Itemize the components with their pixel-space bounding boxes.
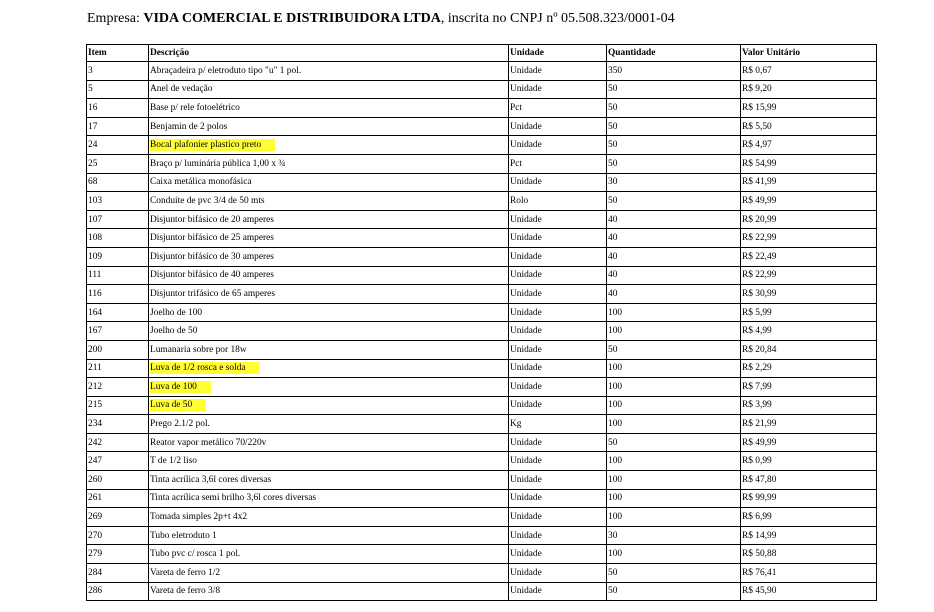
cell-valor: R$ 4,99 bbox=[741, 322, 877, 341]
cell-item: 109 bbox=[87, 247, 149, 266]
cell-valor: R$ 14,99 bbox=[741, 526, 877, 545]
cell-quantidade: 30 bbox=[607, 173, 741, 192]
cell-valor: R$ 22,49 bbox=[741, 247, 877, 266]
cell-unidade: Unidade bbox=[509, 303, 607, 322]
cell-descricao: Disjuntor bifásico de 40 amperes bbox=[149, 266, 509, 285]
cell-quantidade: 350 bbox=[607, 62, 741, 81]
cell-quantidade: 40 bbox=[607, 210, 741, 229]
cell-unidade: Unidade bbox=[509, 508, 607, 527]
cell-descricao: Tinta acrílica 3,6l cores diversas bbox=[149, 471, 509, 490]
table-row bbox=[87, 99, 877, 118]
cell-unidade: Unidade bbox=[509, 359, 607, 378]
cell-quantidade: 50 bbox=[607, 154, 741, 173]
table-row bbox=[87, 452, 877, 471]
cell-item: 108 bbox=[87, 229, 149, 248]
cell-quantidade: 100 bbox=[607, 378, 741, 397]
cell-valor: R$ 41,99 bbox=[741, 173, 877, 192]
header-cnpj: , inscrita no CNPJ nº 05.508.323/0001-04 bbox=[440, 11, 675, 26]
cell-valor: R$ 22,99 bbox=[741, 266, 877, 285]
table-row bbox=[87, 247, 877, 266]
cell-quantidade: 50 bbox=[607, 340, 741, 359]
cell-item: 234 bbox=[87, 415, 149, 434]
cell-quantidade: 50 bbox=[607, 582, 741, 601]
cell-descricao: Tomada simples 2p+t 4x2 bbox=[149, 508, 509, 527]
table-row bbox=[87, 526, 877, 545]
cell-item: 111 bbox=[87, 266, 149, 285]
cell-valor: R$ 49,99 bbox=[741, 192, 877, 211]
cell-descricao bbox=[149, 396, 509, 415]
cell-item: 167 bbox=[87, 322, 149, 341]
cell-unidade: Unidade bbox=[509, 489, 607, 508]
cell-descricao: Benjamin de 2 polos bbox=[149, 117, 509, 136]
cell-descricao: Tinta acrílica semi brilho 3,6l cores diversas bbox=[149, 489, 509, 508]
cell-unidade: Unidade bbox=[509, 62, 607, 81]
cell-valor: R$ 7,99 bbox=[741, 378, 877, 397]
cell-valor: R$ 22,99 bbox=[741, 229, 877, 248]
table-row bbox=[87, 545, 877, 564]
cell-quantidade: 50 bbox=[607, 117, 741, 136]
header-item: Item bbox=[87, 45, 149, 62]
table-row bbox=[87, 322, 877, 341]
table-row bbox=[87, 489, 877, 508]
table-row bbox=[87, 62, 877, 81]
cell-item: 25 bbox=[87, 154, 149, 173]
cell-unidade: Unidade bbox=[509, 564, 607, 583]
cell-quantidade: 40 bbox=[607, 229, 741, 248]
cell-quantidade: 100 bbox=[607, 359, 741, 378]
table-row bbox=[87, 173, 877, 192]
cell-item: 68 bbox=[87, 173, 149, 192]
header-quantidade: Quantidade bbox=[607, 45, 741, 62]
highlighted-description: Luva de 1/2 rosca e solda bbox=[150, 362, 260, 374]
cell-valor: R$ 9,20 bbox=[741, 80, 877, 99]
cell-item: 16 bbox=[87, 99, 149, 118]
cell-valor: R$ 54,99 bbox=[741, 154, 877, 173]
cell-quantidade: 40 bbox=[607, 266, 741, 285]
cell-unidade: Unidade bbox=[509, 582, 607, 601]
cell-unidade: Unidade bbox=[509, 378, 607, 397]
cell-item: 242 bbox=[87, 433, 149, 452]
cell-item: 247 bbox=[87, 452, 149, 471]
cell-unidade: Unidade bbox=[509, 526, 607, 545]
cell-descricao: Prego 2.1/2 pol. bbox=[149, 415, 509, 434]
cell-unidade: Unidade bbox=[509, 545, 607, 564]
cell-item: 261 bbox=[87, 489, 149, 508]
cell-valor: R$ 4,97 bbox=[741, 136, 877, 155]
cell-descricao: Joelho de 50 bbox=[149, 322, 509, 341]
cell-valor: R$ 15,99 bbox=[741, 99, 877, 118]
cell-item: 24 bbox=[87, 136, 149, 155]
table-row bbox=[87, 266, 877, 285]
cell-item: 107 bbox=[87, 210, 149, 229]
table-row bbox=[87, 582, 877, 601]
cell-unidade: Unidade bbox=[509, 285, 607, 304]
cell-descricao: Braço p/ luminária pública 1,00 x ¾ bbox=[149, 154, 509, 173]
cell-quantidade: 100 bbox=[607, 303, 741, 322]
cell-unidade: Unidade bbox=[509, 173, 607, 192]
cell-valor: R$ 5,50 bbox=[741, 117, 877, 136]
cell-valor: R$ 0,99 bbox=[741, 452, 877, 471]
cell-item: 116 bbox=[87, 285, 149, 304]
table-row bbox=[87, 359, 877, 378]
cell-descricao bbox=[149, 136, 509, 155]
cell-descricao: Lumanaria sobre por 18w bbox=[149, 340, 509, 359]
table-row bbox=[87, 378, 877, 397]
cell-valor: R$ 20,99 bbox=[741, 210, 877, 229]
cell-quantidade: 50 bbox=[607, 433, 741, 452]
cell-descricao: Tubo pvc c/ rosca 1 pol. bbox=[149, 545, 509, 564]
cell-unidade: Unidade bbox=[509, 452, 607, 471]
table-row bbox=[87, 80, 877, 99]
cell-quantidade: 50 bbox=[607, 99, 741, 118]
cell-quantidade: 50 bbox=[607, 136, 741, 155]
table-row bbox=[87, 192, 877, 211]
cell-unidade: Unidade bbox=[509, 433, 607, 452]
cell-unidade: Pct bbox=[509, 154, 607, 173]
table-row bbox=[87, 471, 877, 490]
table-row bbox=[87, 340, 877, 359]
cell-valor: R$ 50,88 bbox=[741, 545, 877, 564]
cell-quantidade: 50 bbox=[607, 564, 741, 583]
cell-unidade: Unidade bbox=[509, 80, 607, 99]
table-row bbox=[87, 396, 877, 415]
cell-item: 3 bbox=[87, 62, 149, 81]
header-unidade: Unidade bbox=[509, 45, 607, 62]
cell-unidade: Pct bbox=[509, 99, 607, 118]
cell-quantidade: 40 bbox=[607, 247, 741, 266]
cell-quantidade: 30 bbox=[607, 526, 741, 545]
highlighted-description: Bocal plafonier plastico preto bbox=[150, 139, 275, 151]
cell-quantidade: 100 bbox=[607, 471, 741, 490]
cell-descricao: Caixa metálica monofásica bbox=[149, 173, 509, 192]
cell-descricao: T de 1/2 liso bbox=[149, 452, 509, 471]
cell-valor: R$ 3,99 bbox=[741, 396, 877, 415]
header-descricao: Descrição bbox=[149, 45, 509, 62]
document-header bbox=[87, 11, 675, 27]
cell-descricao: Reator vapor metálico 70/220v bbox=[149, 433, 509, 452]
cell-item: 211 bbox=[87, 359, 149, 378]
cell-quantidade: 50 bbox=[607, 80, 741, 99]
cell-unidade: Kg bbox=[509, 415, 607, 434]
cell-unidade: Rolo bbox=[509, 192, 607, 211]
cell-item: 279 bbox=[87, 545, 149, 564]
cell-descricao bbox=[149, 359, 509, 378]
table-row bbox=[87, 210, 877, 229]
cell-unidade: Unidade bbox=[509, 210, 607, 229]
cell-item: 164 bbox=[87, 303, 149, 322]
cell-valor: R$ 21,99 bbox=[741, 415, 877, 434]
cell-unidade: Unidade bbox=[509, 340, 607, 359]
cell-valor: R$ 2,29 bbox=[741, 359, 877, 378]
cell-valor: R$ 47,80 bbox=[741, 471, 877, 490]
cell-descricao bbox=[149, 378, 509, 397]
cell-item: 215 bbox=[87, 396, 149, 415]
table-row bbox=[87, 229, 877, 248]
cell-unidade: Unidade bbox=[509, 322, 607, 341]
company-name: VIDA COMERCIAL E DISTRIBUIDORA LTDA bbox=[143, 11, 441, 26]
cell-quantidade: 100 bbox=[607, 545, 741, 564]
cell-item: 212 bbox=[87, 378, 149, 397]
cell-valor: R$ 0,67 bbox=[741, 62, 877, 81]
table-row bbox=[87, 303, 877, 322]
cell-quantidade: 40 bbox=[607, 285, 741, 304]
table-row bbox=[87, 154, 877, 173]
cell-unidade: Unidade bbox=[509, 396, 607, 415]
cell-quantidade: 100 bbox=[607, 452, 741, 471]
cell-unidade: Unidade bbox=[509, 117, 607, 136]
cell-unidade: Unidade bbox=[509, 471, 607, 490]
cell-item: 200 bbox=[87, 340, 149, 359]
cell-valor: R$ 20,84 bbox=[741, 340, 877, 359]
table-row bbox=[87, 285, 877, 304]
cell-quantidade: 100 bbox=[607, 322, 741, 341]
cell-valor: R$ 6,99 bbox=[741, 508, 877, 527]
cell-valor: R$ 49,99 bbox=[741, 433, 877, 452]
table-row bbox=[87, 564, 877, 583]
highlighted-description: Luva de 100 bbox=[150, 381, 211, 393]
cell-descricao: Joelho de 100 bbox=[149, 303, 509, 322]
cell-unidade: Unidade bbox=[509, 266, 607, 285]
cell-quantidade: 100 bbox=[607, 489, 741, 508]
cell-valor: R$ 5,99 bbox=[741, 303, 877, 322]
cell-item: 260 bbox=[87, 471, 149, 490]
cell-item: 284 bbox=[87, 564, 149, 583]
cell-descricao: Base p/ rele fotoelétrico bbox=[149, 99, 509, 118]
table-body bbox=[87, 62, 877, 601]
cell-valor: R$ 76,41 bbox=[741, 564, 877, 583]
cell-descricao: Anel de vedação bbox=[149, 80, 509, 99]
cell-descricao: Tubo eletroduto 1 bbox=[149, 526, 509, 545]
table-row bbox=[87, 136, 877, 155]
cell-quantidade: 50 bbox=[607, 192, 741, 211]
cell-unidade: Unidade bbox=[509, 247, 607, 266]
cell-valor: R$ 30,99 bbox=[741, 285, 877, 304]
cell-unidade: Unidade bbox=[509, 136, 607, 155]
table-row bbox=[87, 117, 877, 136]
table-row bbox=[87, 415, 877, 434]
cell-item: 286 bbox=[87, 582, 149, 601]
table-row bbox=[87, 508, 877, 527]
table-row bbox=[87, 433, 877, 452]
cell-valor: R$ 99,99 bbox=[741, 489, 877, 508]
header-valor: Valor Unitário bbox=[741, 45, 877, 62]
cell-descricao: Disjuntor bifásico de 30 amperes bbox=[149, 247, 509, 266]
cell-quantidade: 100 bbox=[607, 508, 741, 527]
cell-unidade: Unidade bbox=[509, 229, 607, 248]
cell-item: 103 bbox=[87, 192, 149, 211]
table-header-row bbox=[87, 45, 877, 62]
highlighted-description: Luva de 50 bbox=[150, 399, 206, 411]
cell-descricao: Vareta de ferro 3/8 bbox=[149, 582, 509, 601]
cell-valor: R$ 45,90 bbox=[741, 582, 877, 601]
cell-descricao: Vareta de ferro 1/2 bbox=[149, 564, 509, 583]
cell-quantidade: 100 bbox=[607, 415, 741, 434]
cell-item: 5 bbox=[87, 80, 149, 99]
cell-descricao: Abraçadeira p/ eletroduto tipo "u" 1 pol. bbox=[149, 62, 509, 81]
cell-item: 269 bbox=[87, 508, 149, 527]
cell-descricao: Conduíte de pvc 3/4 de 50 mts bbox=[149, 192, 509, 211]
cell-descricao: Disjuntor bifásico de 25 amperes bbox=[149, 229, 509, 248]
cell-descricao: Disjuntor trifásico de 65 amperes bbox=[149, 285, 509, 304]
cell-item: 270 bbox=[87, 526, 149, 545]
items-table bbox=[86, 44, 877, 601]
cell-descricao: Disjuntor bifásico de 20 amperes bbox=[149, 210, 509, 229]
cell-quantidade: 100 bbox=[607, 396, 741, 415]
header-prefix: Empresa: bbox=[87, 11, 140, 26]
cell-item: 17 bbox=[87, 117, 149, 136]
